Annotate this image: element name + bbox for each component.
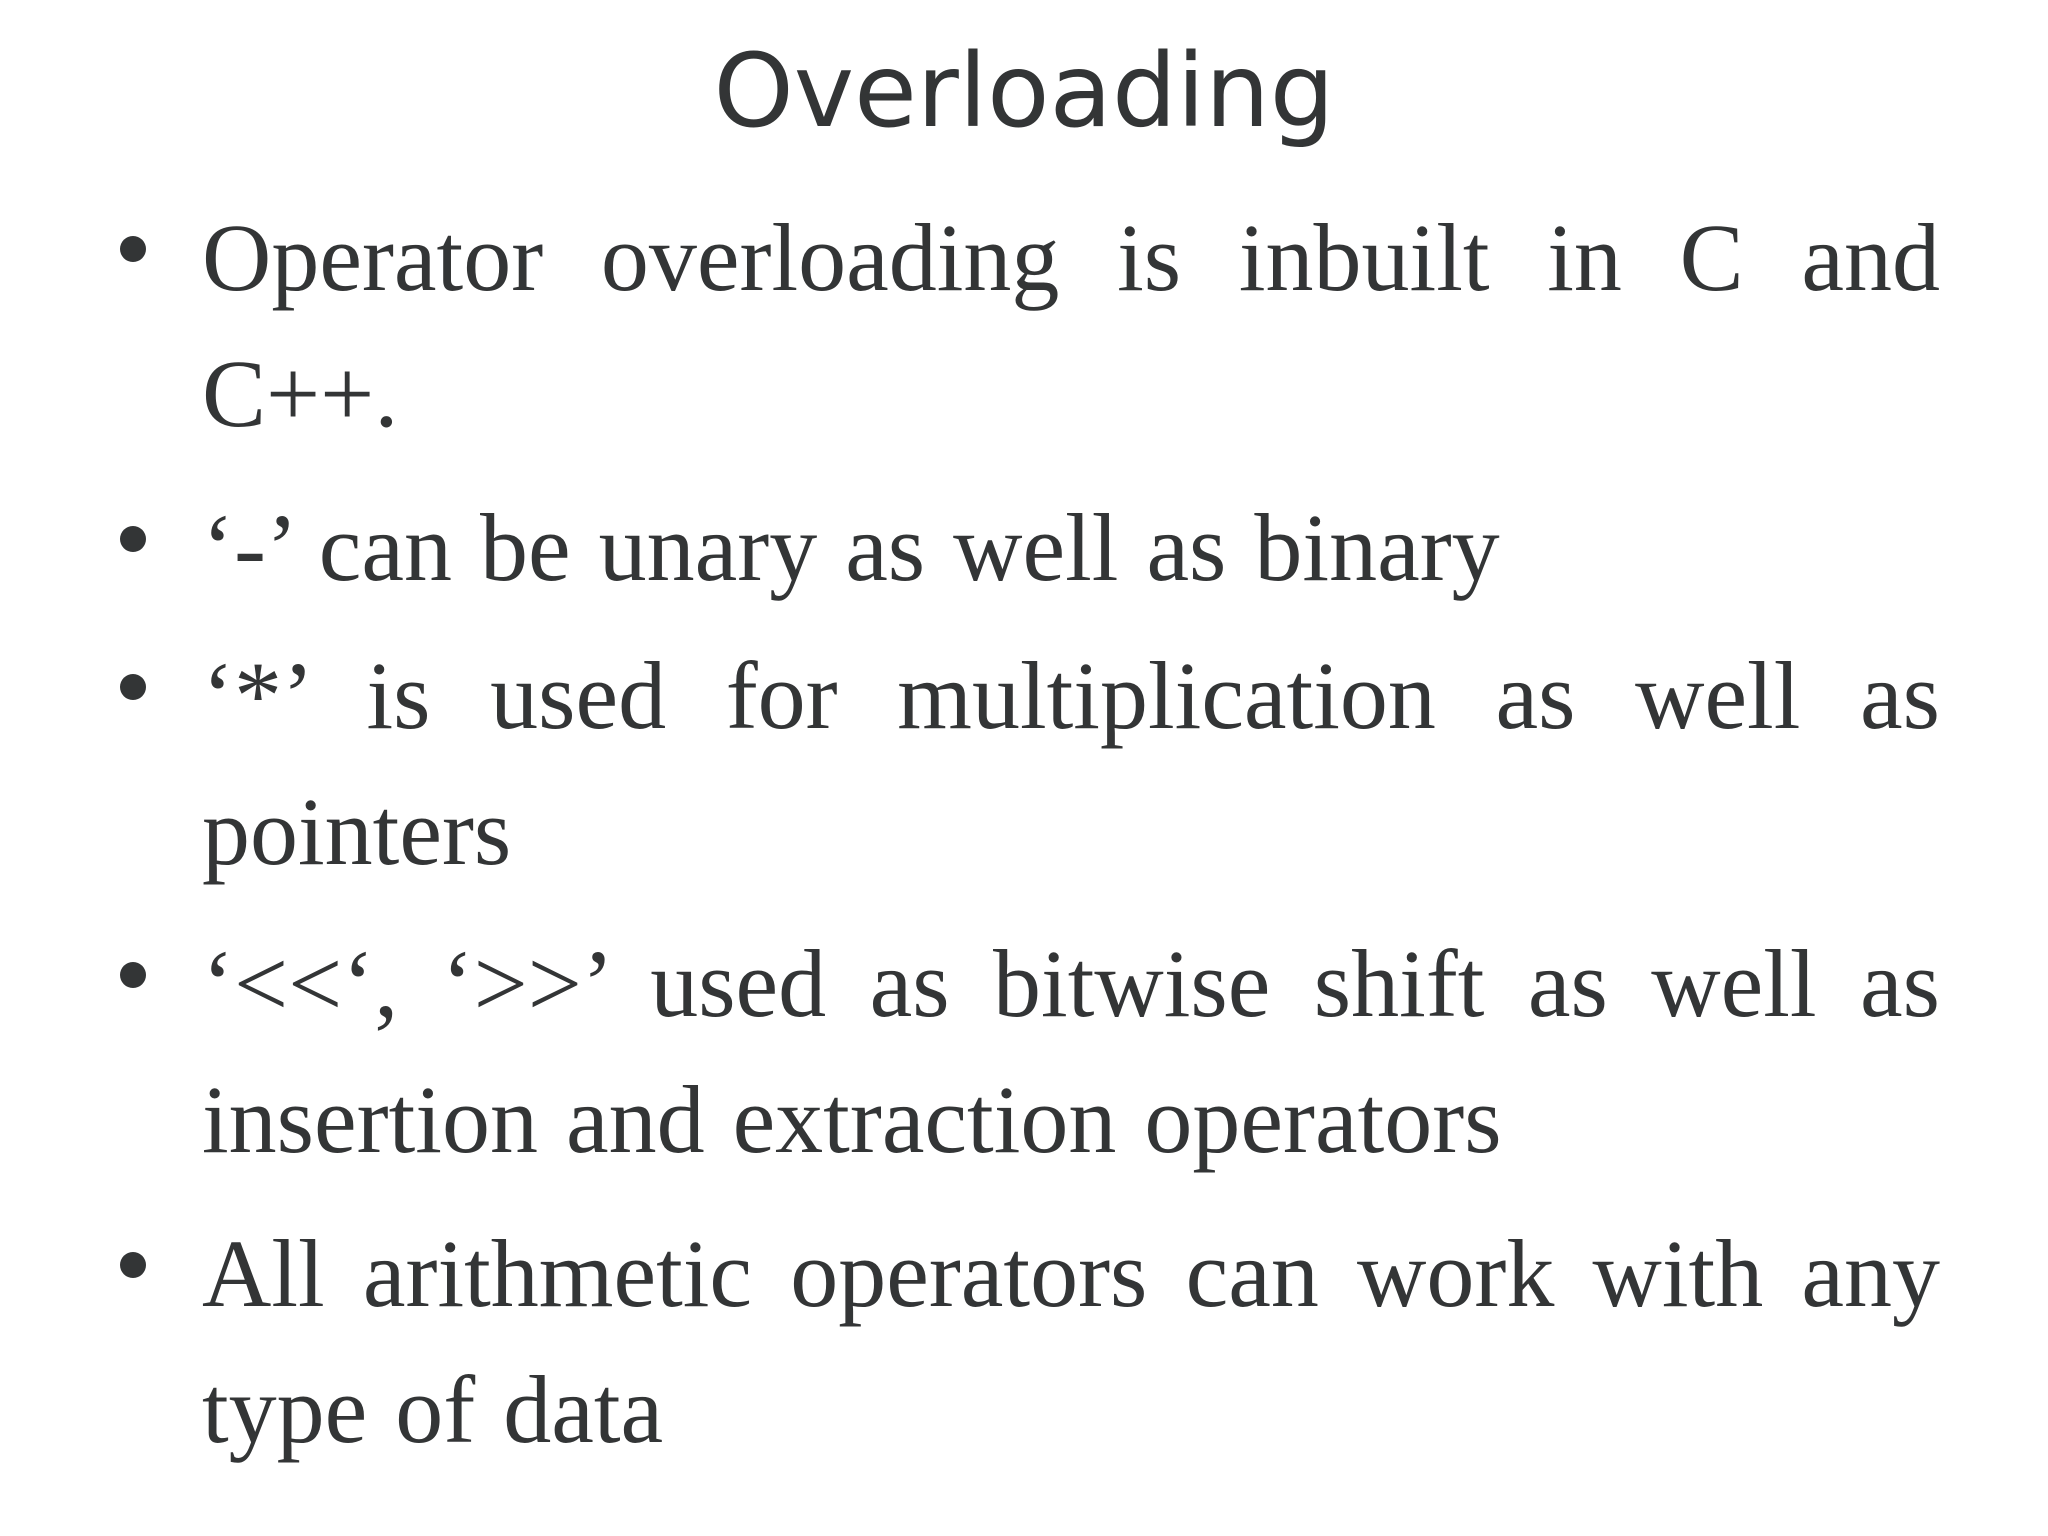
- bullet-icon: [120, 1252, 146, 1278]
- slide-title: Overloading: [713, 32, 1335, 151]
- bullet-text: ‘-’ can be unary as well as binary: [202, 494, 1500, 601]
- bullet-text: ‘<<‘, ‘>>’ used as bitwise shift as well as insertion and extraction operators: [202, 930, 1940, 1173]
- bullet-text: Operator overloading is inbuilt in C and C++.: [202, 204, 1940, 447]
- bullet-icon: [120, 526, 146, 552]
- bullet-icon: [120, 962, 146, 988]
- bullet-text: All arithmetic operators can work with any type of data: [202, 1220, 1940, 1463]
- bullet-icon: [120, 236, 146, 262]
- bullet-text: ‘*’ is used for multiplication as well as pointers: [202, 642, 1940, 885]
- bullet-icon: [120, 674, 146, 700]
